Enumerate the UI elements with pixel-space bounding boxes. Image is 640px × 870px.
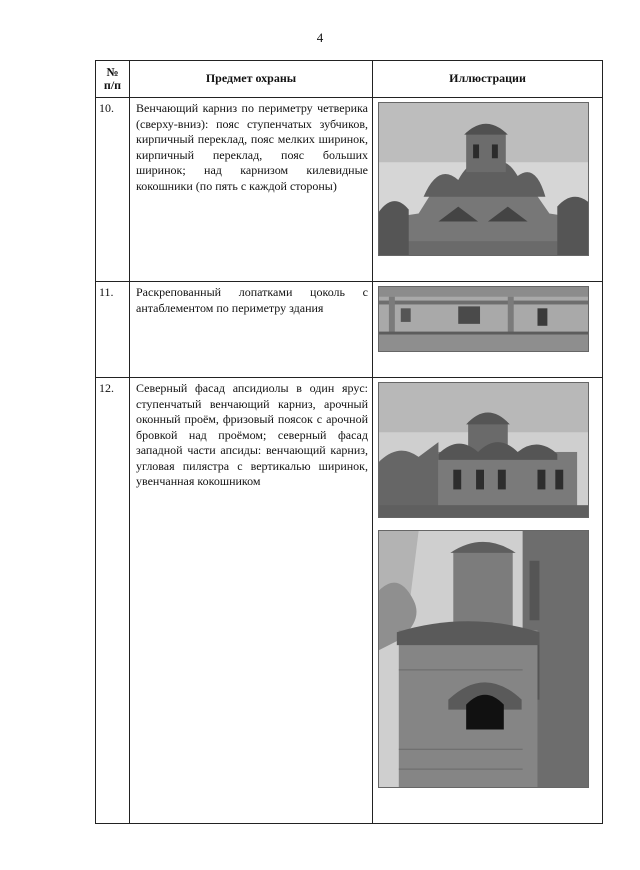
header-number-sign: № (106, 65, 119, 79)
protected-items-table (95, 60, 603, 824)
table-row (96, 98, 603, 282)
row-illustrations (373, 378, 603, 824)
photo-church-cornice-kokoshniks (378, 102, 589, 256)
row-illustrations (373, 282, 603, 378)
row-subject-text: Северный фасад апсидиолы в один ярус: ступенчатый венчающий карниз, арочный оконный проём, фризовый поясок с арочной бровкой над проёмом; северный фасад западной части апсиды: венчающий карниз, угловая пилястра с вертикалью ширинок, увенчанная кокошником (130, 378, 373, 824)
table-row (96, 378, 603, 824)
header-illustrations: Иллюстрации (373, 61, 603, 98)
photo-plinth-entablature (378, 286, 589, 352)
row-subject-text: Раскрепованный лопатками цоколь с антаблементом по периметру здания (130, 282, 373, 378)
table-header-row (96, 61, 603, 98)
table-row (96, 282, 603, 378)
row-number: 11. (96, 282, 130, 378)
page-number: 4 (316, 30, 324, 45)
row-number: 10. (96, 98, 130, 282)
header-number (96, 61, 130, 98)
photo-apse-window-closeup (378, 530, 589, 788)
row-number: 12. (96, 378, 130, 824)
photo-north-facade-apsidiole (378, 382, 589, 518)
header-subject: Предмет охраны (130, 61, 373, 98)
row-subject-text: Венчающий карниз по периметру четверика (сверху-вниз): пояс ступенчатых зубчиков, кирпичный переклад, пояс мелких ширинок, кирпичный переклад, пояс больших ширинок; над карнизом килевидные кокошники (по пять с каждой стороны) (130, 98, 373, 282)
header-number-abbr: п/п (103, 78, 122, 92)
row-illustrations (373, 98, 603, 282)
